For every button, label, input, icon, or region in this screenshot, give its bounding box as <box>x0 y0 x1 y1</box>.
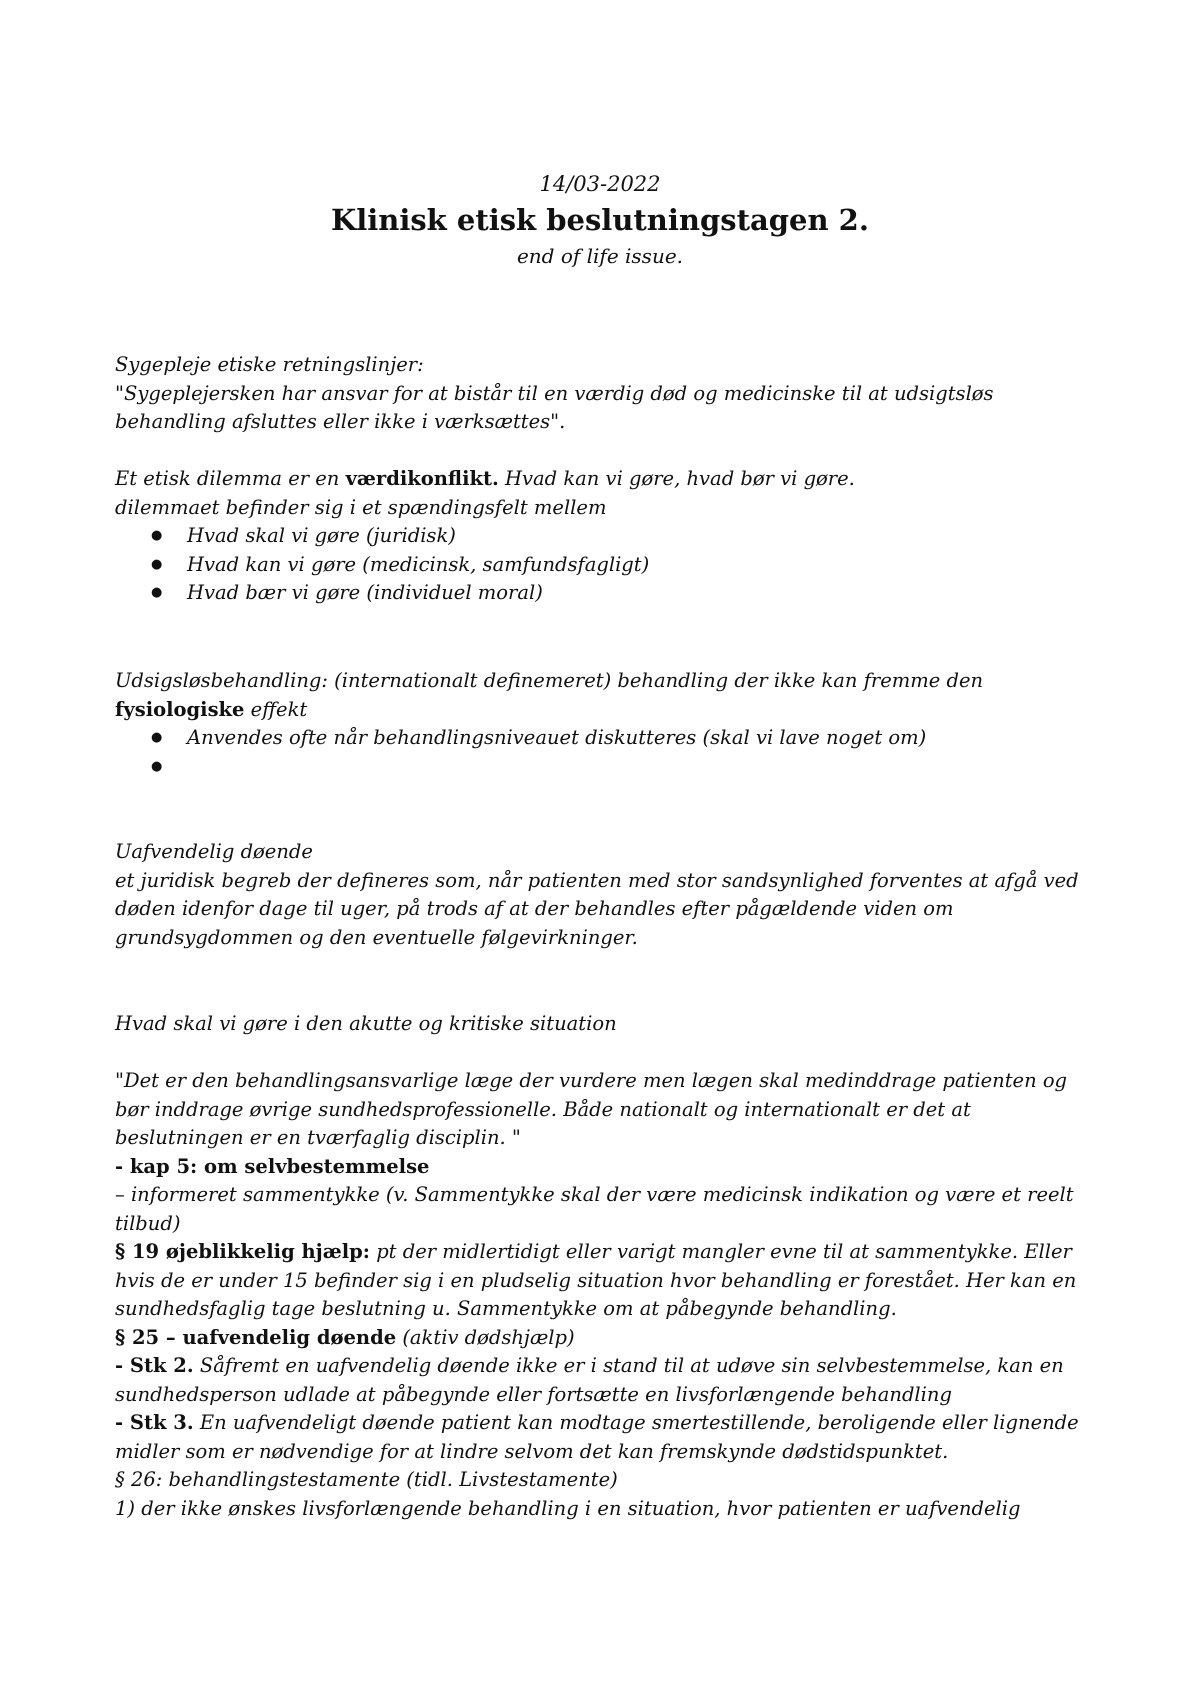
list-item: ● Hvad kan vi gøre (medicinsk, samfundsfagligt) <box>115 551 1085 580</box>
paragraph-line: dilemmaet befinder sig i et spændingsfelt mellem <box>115 495 607 519</box>
paragraph-line <box>115 465 1085 494</box>
section-acute-situation-heading <box>115 1010 1085 1039</box>
section-heading: Sygepleje etiske retningslinjer: <box>115 353 424 376</box>
paragraph-line: – informeret sammentykke (v. Sammentykke skal der være medicinsk indikation og være et reelt <box>115 1183 1074 1206</box>
bold-term: § 25 – uafvendelig døende <box>115 1325 397 1349</box>
paragraph-line: sundhedsperson udlade at påbegynde eller fortsætte en livsforlængende behandling <box>115 1382 952 1406</box>
text-run: effekt <box>244 697 308 721</box>
paragraph-line: midler som er nødvendige for at lindre selvom det kan fremskynde dødstidspunktet. <box>115 1439 949 1463</box>
text-run: Hvad kan vi gøre, hvad bør vi gøre. <box>498 467 855 490</box>
section-ethics-guidelines <box>115 351 1085 437</box>
text-run: pt der midlertidigt eller varigt mangler evne til at sammentykke. Eller <box>370 1240 1072 1263</box>
bold-term: - Stk 3. <box>115 1411 194 1434</box>
bold-term: fysiologiske <box>115 697 245 721</box>
bold-term: værdikonflikt. <box>345 467 499 490</box>
paragraph-line <box>115 1153 1085 1182</box>
quote-line: bør inddrage øvrige sundhedsprofessionelle. Både nationalt og internationalt er det at <box>115 1097 971 1121</box>
list-item: ● Anvendes ofte når behandlingsniveauet diskutteres (skal vi lave noget om) <box>115 724 1085 753</box>
section-futile-treatment <box>115 667 1085 781</box>
text-run: En uafvendeligt døende patient kan modtage smertestillende, beroligende eller lignende <box>193 1411 1079 1434</box>
paragraph-line: hvis de er under 15 befinder sig i en pludselig situation hvor behandling er forestået. Her kan en <box>115 1268 1077 1292</box>
list-item: ● Hvad bær vi gøre (individuel moral) <box>115 579 1085 608</box>
paragraph-line <box>115 1352 1085 1381</box>
document-date: 14/03-2022 <box>539 172 661 196</box>
bullet-list <box>115 522 1085 608</box>
section-heading: Uafvendelig døende <box>115 840 313 863</box>
paragraph-line <box>115 1324 1085 1353</box>
paragraph-line: sundhedsfaglig tage beslutning u. Sammentykke om at påbegynde behandling. <box>115 1297 897 1320</box>
paragraph-line: grundsygdommen og den eventuelle følgevirkninger. <box>115 925 638 949</box>
document-title: Klinisk etisk beslutningstagen 2. <box>331 203 869 237</box>
paragraph-line <box>115 696 1085 725</box>
bold-term: - Stk 2. <box>115 1354 194 1377</box>
quote-line: "Det er den behandlingsansvarlige læge der vurdere men lægen skal medinddrage patienten og <box>115 1069 1068 1092</box>
paragraph-line: døden idenfor dage til uger, på trods af at der behandles efter pågældende viden om <box>115 897 954 920</box>
paragraph-line: et juridisk begreb der defineres som, når patienten med stor sandsynlighed forventes at afgå ved <box>115 868 1079 892</box>
paragraph-line <box>115 1409 1085 1438</box>
paragraph-line: tilbud) <box>115 1211 181 1235</box>
paragraph-line: "Sygeplejersken har ansvar for at bistår til en værdig død og medicinske til at udsigtsløs <box>115 381 994 405</box>
text-run: (aktiv dødshjælp) <box>396 1325 575 1349</box>
section-heading: Hvad skal vi gøre i den akutte og kritiske situation <box>115 1012 617 1035</box>
quote-line: beslutningen er en tværfaglig disciplin. " <box>115 1126 521 1149</box>
section-ethical-dilemma <box>115 465 1085 608</box>
bold-term: - kap 5: om selvbestemmelse <box>115 1154 430 1178</box>
text-run: Et etisk dilemma er en <box>115 467 346 490</box>
paragraph-line: behandling afsluttes eller ikke i værksættes". <box>115 410 566 433</box>
paragraph-line: 1) der ikke ønskes livsforlængende behandling i en situation, hvor patienten er uafvendelig <box>115 1496 1021 1520</box>
list-item: ● Hvad skal vi gøre (juridisk) <box>115 522 1085 551</box>
list-item <box>115 753 1085 782</box>
bullet-list <box>115 724 1085 781</box>
paragraph-line: § 26: behandlingstestamente (tidl. Livstestamente) <box>115 1468 618 1491</box>
bold-term: § 19 øjeblikkelig hjælp: <box>115 1240 370 1263</box>
paragraph-line <box>115 1238 1085 1267</box>
section-terminally-ill <box>115 838 1085 952</box>
section-acute-situation <box>115 1067 1085 1523</box>
text-run: Såfremt en uafvendelig døende ikke er i stand til at udøve sin selvbestemmelse, kan en <box>193 1354 1064 1377</box>
document-subtitle: end of life issue. <box>516 244 684 268</box>
paragraph-line: Udsigsløsbehandling: (internationalt definemeret) behandling der ikke kan fremme den <box>115 669 984 692</box>
